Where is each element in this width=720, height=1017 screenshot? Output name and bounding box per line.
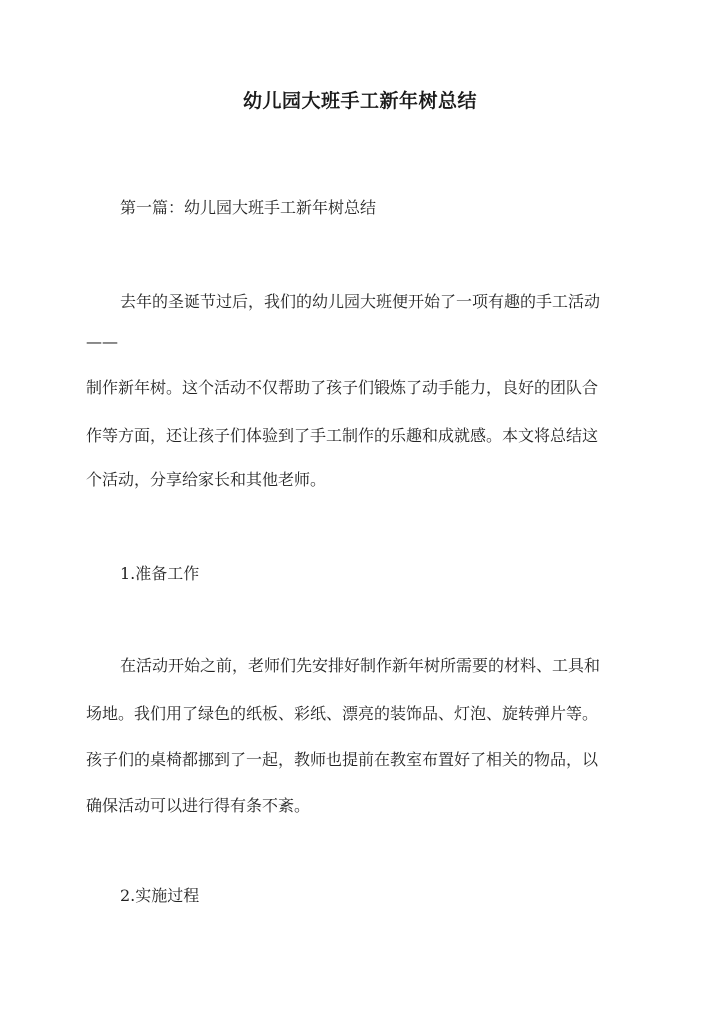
document-subtitle: 第一篇：幼儿园大班手工新年树总结 bbox=[120, 198, 377, 217]
section-heading: 2.实施过程 bbox=[120, 886, 200, 905]
paragraph-line: 制作新年树。这个活动不仅帮助了孩子们锻炼了动手能力，良好的团队合 bbox=[86, 378, 599, 397]
paragraph-line: 在活动开始之前，老师们先安排好制作新年树所需要的材料、工具和 bbox=[120, 656, 601, 675]
paragraph-line: 个活动，分享给家长和其他老师。 bbox=[86, 470, 327, 489]
paragraph-line: 去年的圣诞节过后，我们的幼儿园大班便开始了一项有趣的手工活动 bbox=[120, 292, 601, 311]
paragraph-line: 作等方面，还让孩子们体验到了手工制作的乐趣和成就感。本文将总结这 bbox=[86, 426, 599, 445]
paragraph-line: —— bbox=[86, 332, 118, 351]
paragraph-line: 场地。我们用了绿色的纸板、彩纸、漂亮的装饰品、灯泡、旋转弹片等。 bbox=[86, 704, 599, 723]
document-title: 幼儿园大班手工新年树总结 bbox=[242, 90, 477, 112]
paragraph-line: 孩子们的桌椅都挪到了一起，教师也提前在教室布置好了相关的物品，以 bbox=[86, 750, 599, 769]
section-heading: 1.准备工作 bbox=[120, 564, 200, 583]
paragraph-line: 确保活动可以进行得有条不紊。 bbox=[86, 796, 311, 815]
